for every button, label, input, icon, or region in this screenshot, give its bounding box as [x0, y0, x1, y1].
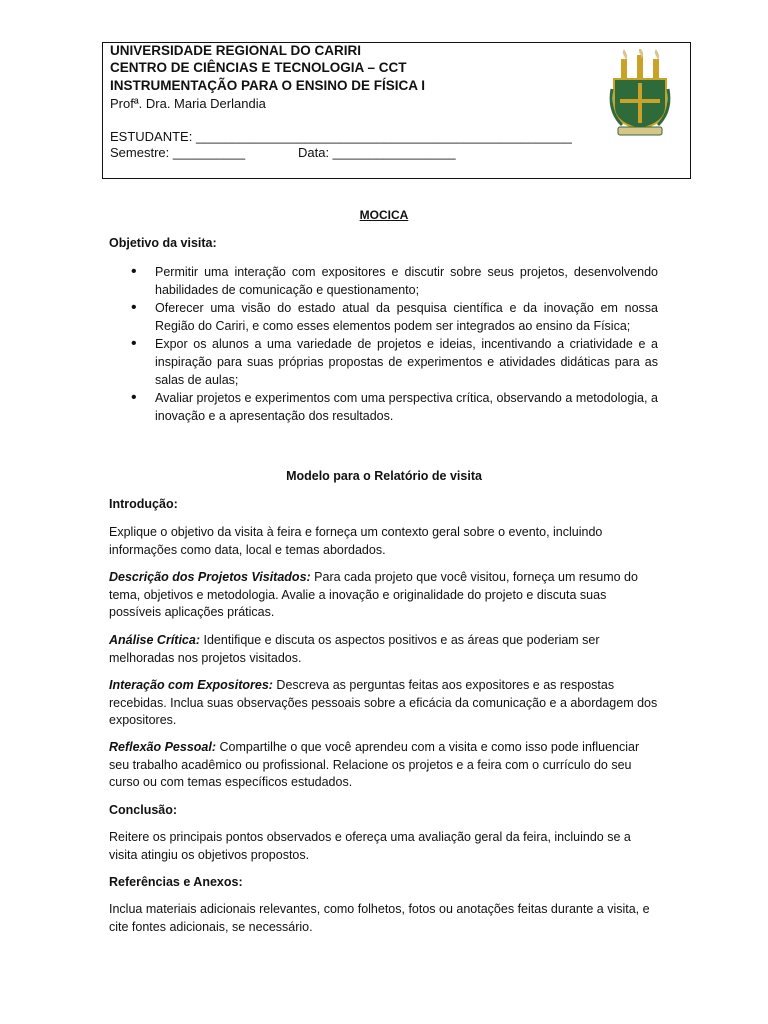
intro-text: Explique o objetivo da visita à feira e forneça um contexto geral sobre o evento, incluindo informações como data, local e temas abordados. — [109, 525, 603, 557]
course-name: INSTRUMENTAÇÃO PARA O ENSINO DE FÍSICA I — [110, 78, 426, 93]
list-item: • Permitir uma interação com expositores e discutir sobre seus projetos, desenvolvendo habilidades de comunicação e questionamento; — [110, 263, 658, 299]
interaction-text: Descreva as perguntas feitas aos expositores e as respostas recebidas. Inclua suas observações pessoais sobre a eficácia da comunicação e a abordagem dos expositores. — [109, 678, 658, 728]
analysis-text: Identifique e discuta os aspectos positivos e as áreas que poderiam ser melhoradas nos projetos visitados. — [109, 633, 600, 665]
report-title: Modelo para o Relatório de visita — [286, 469, 482, 483]
reflection-paragraph — [109, 739, 659, 792]
document-title: MOCICA — [359, 208, 409, 222]
references-text: Inclua materiais adicionais relevantes, como folhetos, fotos ou anotações feitas durante a visita, e cite fontes adicionais, se necessário. — [109, 902, 650, 934]
list-item: • Avaliar projetos e experimentos com uma perspectiva crítica, observando a metodologia, a inovação e a apresentação dos resultados. — [110, 389, 658, 425]
objective-label: Objetivo da visita: — [109, 236, 217, 250]
references-label: Referências e Anexos: — [109, 875, 243, 889]
student-field[interactable]: ESTUDANTE: ____________________________________________________ — [110, 129, 572, 144]
conclusion-label: Conclusão: — [109, 803, 178, 817]
semester-field[interactable]: Semestre: __________ — [110, 145, 246, 160]
professor-name: Profª. Dra. Maria Derlandia — [110, 96, 266, 111]
university-crest-icon — [608, 49, 672, 137]
objective-list — [110, 263, 658, 425]
list-item: • Expor os alunos a uma variedade de projetos e ideias, incentivando a criatividade e a inspiração para suas próprias propostas de experimentos e atividades didáticas para as salas de aulas; — [110, 335, 658, 389]
interaction-paragraph — [109, 677, 659, 730]
analysis-paragraph — [109, 632, 659, 667]
header-box — [102, 42, 691, 179]
list-item: • Oferecer uma visão do estado atual da pesquisa científica e da inovação em nossa Região do Cariri, e como esses elementos podem ser integrados ao ensino da Física; — [110, 299, 658, 335]
center-name: CENTRO DE CIÊNCIAS E TECNOLOGIA – CCT — [110, 60, 407, 75]
date-field[interactable]: Data: _________________ — [298, 145, 456, 160]
analysis-label: Análise Crítica: — [109, 633, 201, 647]
reflection-label: Reflexão Pessoal: — [109, 740, 216, 754]
interaction-label: Interação com Expositores: — [109, 678, 273, 692]
description-paragraph — [109, 569, 659, 622]
university-name: UNIVERSIDADE REGIONAL DO CARIRI — [110, 43, 362, 58]
conclusion-text: Reitere os principais pontos observados e ofereça uma avaliação geral da feira, incluindo se a visita atingiu os objetivos propostos. — [109, 830, 631, 862]
reflection-text: Compartilhe o que você aprendeu com a visita e como isso pode influenciar seu trabalho acadêmico ou profissional. Relacione os projetos e a feira com o currículo do seu curso ou com temas específicos estudados. — [109, 740, 640, 790]
description-text: Para cada projeto que você visitou, forneça um resumo do tema, objetivos e metodologia. Avalie a inovação e originalidade do projeto e discuta suas possíveis aplicações práticas. — [109, 570, 638, 620]
description-label: Descrição dos Projetos Visitados: — [109, 570, 311, 584]
intro-label: Introdução: — [109, 497, 178, 511]
